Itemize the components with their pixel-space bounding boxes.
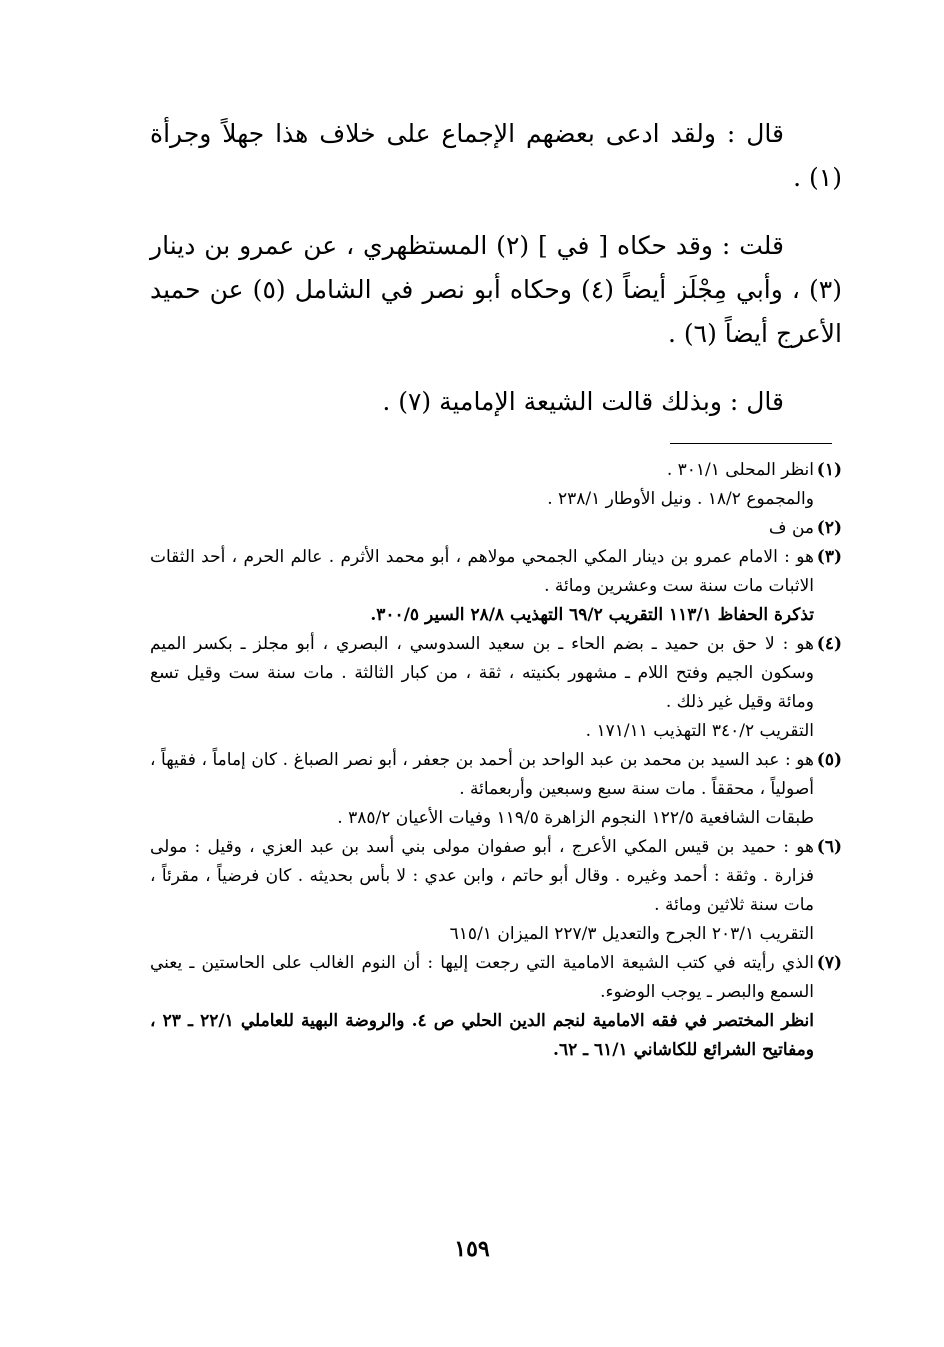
footnote-7 [150, 949, 842, 1065]
footnote-number: (٥) [816, 750, 842, 770]
footnote-5 [150, 746, 842, 833]
footnote-3 [150, 543, 842, 630]
main-text [150, 112, 842, 448]
footnote-line: هو : الامام عمرو بن دينار المكي الجمحي مولاهم ، أبو محمد الأثرم . عالم الحرم ، أحد الثقات الاثبات مات سنة ست وعشرين ومائة . [150, 547, 814, 596]
footnote-line: طبقات الشافعية ١٢٢/٥ النجوم الزاهرة ١١٩/٥ وفيات الأعيان ٣٨٥/٢ . [337, 808, 814, 828]
footnote-line: التقريب ٣٤٠/٢ التهذيب ١٧١/١١ . [585, 721, 814, 741]
footnote-2 [150, 514, 842, 543]
footnote-number: (٢) [816, 518, 842, 538]
paragraph-1: قال : ولقد ادعى بعضهم الإجماع على خلاف هذا جهلاً وجرأة (١) . [150, 119, 842, 192]
footnote-line: من ف [768, 518, 814, 538]
footnote-line: انظر المحلى ٣٠١/١ . [666, 460, 814, 480]
footnote-line: هو : لا حق بن حميد ـ بضم الحاء ـ بن سعيد السدوسي ، البصري ، أبو مجلز ـ بكسر الميم وسكون الجيم وفتح اللام ـ مشهور بكنيته ، ثقة ، من كبار الثالثة . مات سنة ست وقيل تسع ومائة وقيل غير ذلك . [150, 634, 814, 712]
footnote-line: تذكرة الحفاظ ١١٣/١ التقريب ٦٩/٢ التهذيب ٢٨/٨ السير ٣٠٠/٥. [370, 605, 814, 625]
paragraph-2: قلت : وقد حكاه [ في ] (٢) المستظهري ، عن عمرو بن دينار (٣) ، وأبي مِجْلَز أيضاً (٤) وحكاه أبو نصر في الشامل (٥) عن حميد الأعرج أيضاً (٦) . [150, 231, 842, 348]
footnote-line: التقريب ٢٠٣/١ الجرح والتعديل ٢٢٧/٣ الميزان ٦١٥/١ [449, 924, 814, 944]
footnote-line: والمجموع ١٨/٢ . ونيل الأوطار ٢٣٨/١ . [547, 489, 814, 509]
footnote-1 [150, 456, 842, 514]
footnote-line: انظر المختصر في فقه الامامية لنجم الدين الحلي ص ٤. والروضة البهية للعاملي ٢٢/١ ـ ٢٣ ، ومفاتيح الشرائع للكاشاني ٦١/١ ـ ٦٢. [150, 1011, 814, 1060]
footnotes [150, 456, 842, 1065]
footnote-line: هو : حميد بن قيس المكي الأعرج ، أبو صفوان مولى بني أسد بن عبد العزي ، وقيل : مولى فزارة . وثقة : أحمد وغيره . وقال أبو حاتم ، وابن عدي : لا بأس بحديثه . كان فرضياً ، مقرئاً ، مات سنة ثلاثين ومائة . [150, 837, 814, 915]
page-number: ١٥٩ [454, 1236, 490, 1262]
footnote-number: (٧) [816, 953, 842, 973]
footnote-separator [670, 443, 832, 444]
footnote-line: هو : عبد السيد بن محمد بن عبد الواحد بن أحمد بن جعفر ، أبو نصر الصباغ . كان إماماً ، فقيهاً ، أصولياً ، محققاً . مات سنة سبع وسبعين وأربعمائة . [150, 750, 814, 799]
footnote-number: (٦) [816, 837, 842, 857]
footnote-number: (٤) [816, 634, 842, 654]
footnote-6 [150, 833, 842, 949]
footnote-number: (٣) [816, 547, 842, 567]
footnote-number: (١) [816, 460, 842, 480]
footnote-4 [150, 630, 842, 746]
paragraph-3: قال : وبذلك قالت الشيعة الإمامية (٧) . [382, 387, 784, 416]
footnote-line: الذي رأيته في كتب الشيعة الامامية التي رجعت إليها : أن النوم الغالب على الحاستين ـ يعني السمع والبصر ـ يوجب الوضوء. [150, 953, 814, 1002]
